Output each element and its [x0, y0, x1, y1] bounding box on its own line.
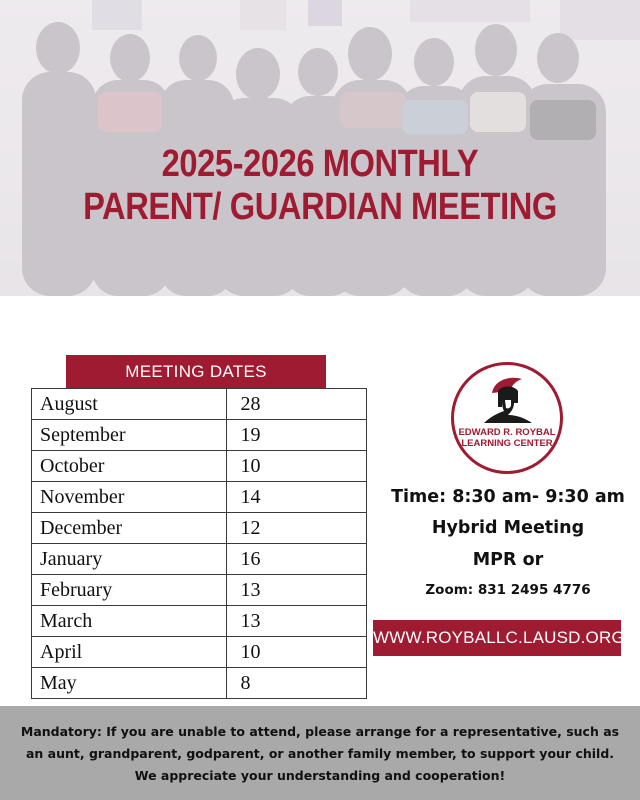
month-cell: August [32, 389, 227, 420]
table-row [32, 606, 367, 637]
day-cell: 8 [226, 668, 367, 699]
month-cell: October [32, 451, 227, 482]
month-cell: March [32, 606, 227, 637]
logo-text-line-2: LEARNING CENTER [461, 438, 553, 449]
day-cell: 28 [226, 389, 367, 420]
month-cell: January [32, 544, 227, 575]
zoom-id: Zoom: 831 2495 4776 [425, 582, 591, 598]
meeting-dates-table [31, 388, 367, 699]
day-cell: 10 [226, 451, 367, 482]
month-cell: November [32, 482, 227, 513]
mandatory-notice: Mandatory: If you are unable to attend, please arrange for a representative, such as an aunt, grandparent, godparent, or another family member, to support your child. We appreciate your understanding and cooperation! [20, 724, 620, 783]
month-cell: September [32, 420, 227, 451]
title-line-1: 2025-2026 MONTHLY [161, 143, 479, 185]
month-cell: December [32, 513, 227, 544]
table-row [32, 389, 367, 420]
meeting-time: Time: 8:30 am- 9:30 am [391, 487, 625, 507]
table-row [32, 637, 367, 668]
school-logo [451, 362, 563, 474]
day-cell: 12 [226, 513, 367, 544]
month-cell: February [32, 575, 227, 606]
day-cell: 16 [226, 544, 367, 575]
table-row [32, 513, 367, 544]
table-row [32, 544, 367, 575]
website-link[interactable]: WWW.ROYBALLC.LAUSD.ORG [373, 620, 621, 656]
meeting-dates-header: MEETING DATES [66, 355, 326, 388]
day-cell: 19 [226, 420, 367, 451]
month-cell: April [32, 637, 227, 668]
logo-text [454, 427, 560, 449]
day-cell: 14 [226, 482, 367, 513]
meeting-format: Hybrid Meeting [431, 518, 585, 538]
page-title [45, 143, 595, 229]
logo-text-line-1: EDWARD R. ROYBAL [458, 427, 556, 438]
table-row [32, 575, 367, 606]
table-row [32, 668, 367, 699]
day-cell: 13 [226, 606, 367, 637]
table-row [32, 451, 367, 482]
footer-notice [0, 706, 640, 800]
hero-photo [0, 0, 640, 296]
table-row [32, 420, 367, 451]
warrior-head-icon [478, 373, 538, 425]
title-line-2: PARENT/ GUARDIAN MEETING [83, 186, 557, 228]
month-cell: May [32, 668, 227, 699]
meeting-location: MPR or [472, 550, 544, 570]
day-cell: 13 [226, 575, 367, 606]
table-row [32, 482, 367, 513]
day-cell: 10 [226, 637, 367, 668]
